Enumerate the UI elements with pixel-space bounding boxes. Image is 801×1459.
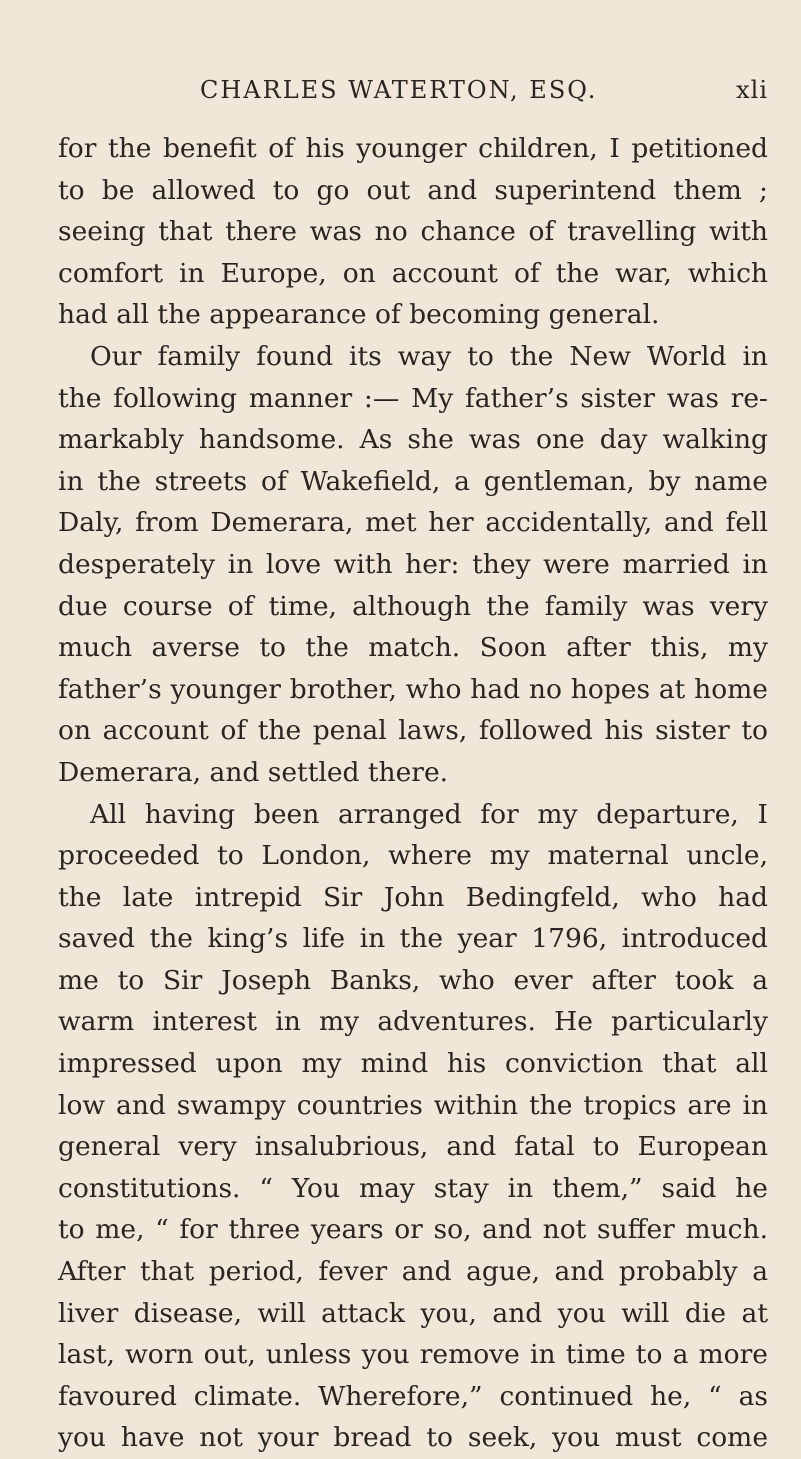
text-line-content: Our family found its way to the New World in — [90, 340, 768, 372]
text-line — [58, 627, 768, 669]
text-line-content: warm interest in my adventures. He particularly — [58, 1006, 768, 1038]
text-line — [58, 710, 768, 752]
text-line-content: to be allowed to go out and superintend them ; — [58, 174, 768, 206]
text-line-content: saved the king’s life in the year 1796, introduced — [58, 923, 768, 955]
text-line-content: liver disease, will attack you, and you will die at — [58, 1297, 768, 1329]
text-line — [58, 1376, 768, 1418]
text-line — [58, 336, 768, 378]
text-line-content: had all the appearance of becoming general. — [58, 299, 660, 331]
text-line-content: After that period, fever and ague, and probably a — [58, 1256, 768, 1288]
text-line — [58, 1043, 768, 1085]
text-line-content: in the streets of Wakefield, a gentleman, by name — [58, 465, 768, 497]
text-line-content: general very insalubrious, and fatal to European — [58, 1131, 768, 1163]
body-text — [58, 128, 768, 1459]
text-line-content: comfort in Europe, on account of the war, which — [58, 257, 768, 289]
text-line — [58, 1209, 768, 1251]
running-head — [200, 76, 768, 110]
text-line-content: to me, “ for three years or so, and not suffer much. — [58, 1214, 768, 1246]
text-line — [58, 1293, 768, 1335]
text-line-content: All having been arranged for my departure, I — [90, 798, 768, 830]
text-line — [58, 1126, 768, 1168]
text-line-content: low and swampy countries within the tropics are in — [58, 1089, 768, 1121]
text-line-content: proceeded to London, where my maternal uncle, — [58, 840, 768, 872]
text-line — [58, 752, 768, 794]
text-line-content: you have not your bread to seek, you must come — [58, 1422, 768, 1454]
text-line — [58, 877, 768, 919]
text-line-content: favoured climate. Wherefore,” continued he, “ as — [58, 1380, 768, 1412]
text-line-content: impressed upon my mind his conviction that all — [58, 1048, 768, 1080]
text-line — [58, 1251, 768, 1293]
text-line — [58, 1085, 768, 1127]
text-line-content: constitutions. “ You may stay in them,” said he — [58, 1172, 768, 1204]
text-line-content: last, worn out, unless you remove in time to a more — [58, 1339, 768, 1371]
text-line — [58, 128, 768, 170]
text-line-content: markably handsome. As she was one day walking — [58, 424, 768, 456]
text-line — [58, 1168, 768, 1210]
text-line — [58, 502, 768, 544]
text-line — [58, 794, 768, 836]
text-line-content: the late intrepid Sir John Bedingfeld, who had — [58, 881, 768, 913]
text-line — [58, 669, 768, 711]
text-line-content: Daly, from Demerara, met her accidentally, and fell — [58, 507, 768, 539]
text-line — [58, 170, 768, 212]
text-line — [58, 419, 768, 461]
text-line-content: Demerara, and settled there. — [58, 756, 449, 788]
text-line — [58, 378, 768, 420]
text-line — [58, 1334, 768, 1376]
text-line-content: on account of the penal laws, followed his sister to — [58, 715, 768, 747]
text-line-content: due course of time, although the family was very — [58, 590, 768, 622]
text-line — [58, 544, 768, 586]
running-head-title: CHARLES WATERTON, ESQ. — [200, 76, 598, 104]
text-line — [58, 1001, 768, 1043]
text-line-content: the following manner :— My father’s sister was re- — [58, 382, 768, 414]
text-line-content: father’s younger brother, who had no hopes at home — [58, 673, 768, 705]
page-number: xli — [736, 76, 768, 104]
text-line — [58, 1417, 768, 1459]
text-line — [58, 835, 768, 877]
text-line-content: me to Sir Joseph Banks, who ever after took a — [58, 964, 768, 996]
text-line — [58, 960, 768, 1002]
text-line — [58, 461, 768, 503]
text-line-content: much averse to the match. Soon after this, my — [58, 632, 768, 664]
text-line-content: desperately in love with her: they were married in — [58, 548, 768, 580]
text-line — [58, 211, 768, 253]
text-line — [58, 586, 768, 628]
text-line — [58, 918, 768, 960]
text-line-content: for the benefit of his younger children, I petitioned — [58, 133, 768, 164]
text-line — [58, 294, 768, 336]
text-line — [58, 253, 768, 295]
text-line-content: seeing that there was no chance of travelling with — [58, 216, 768, 248]
